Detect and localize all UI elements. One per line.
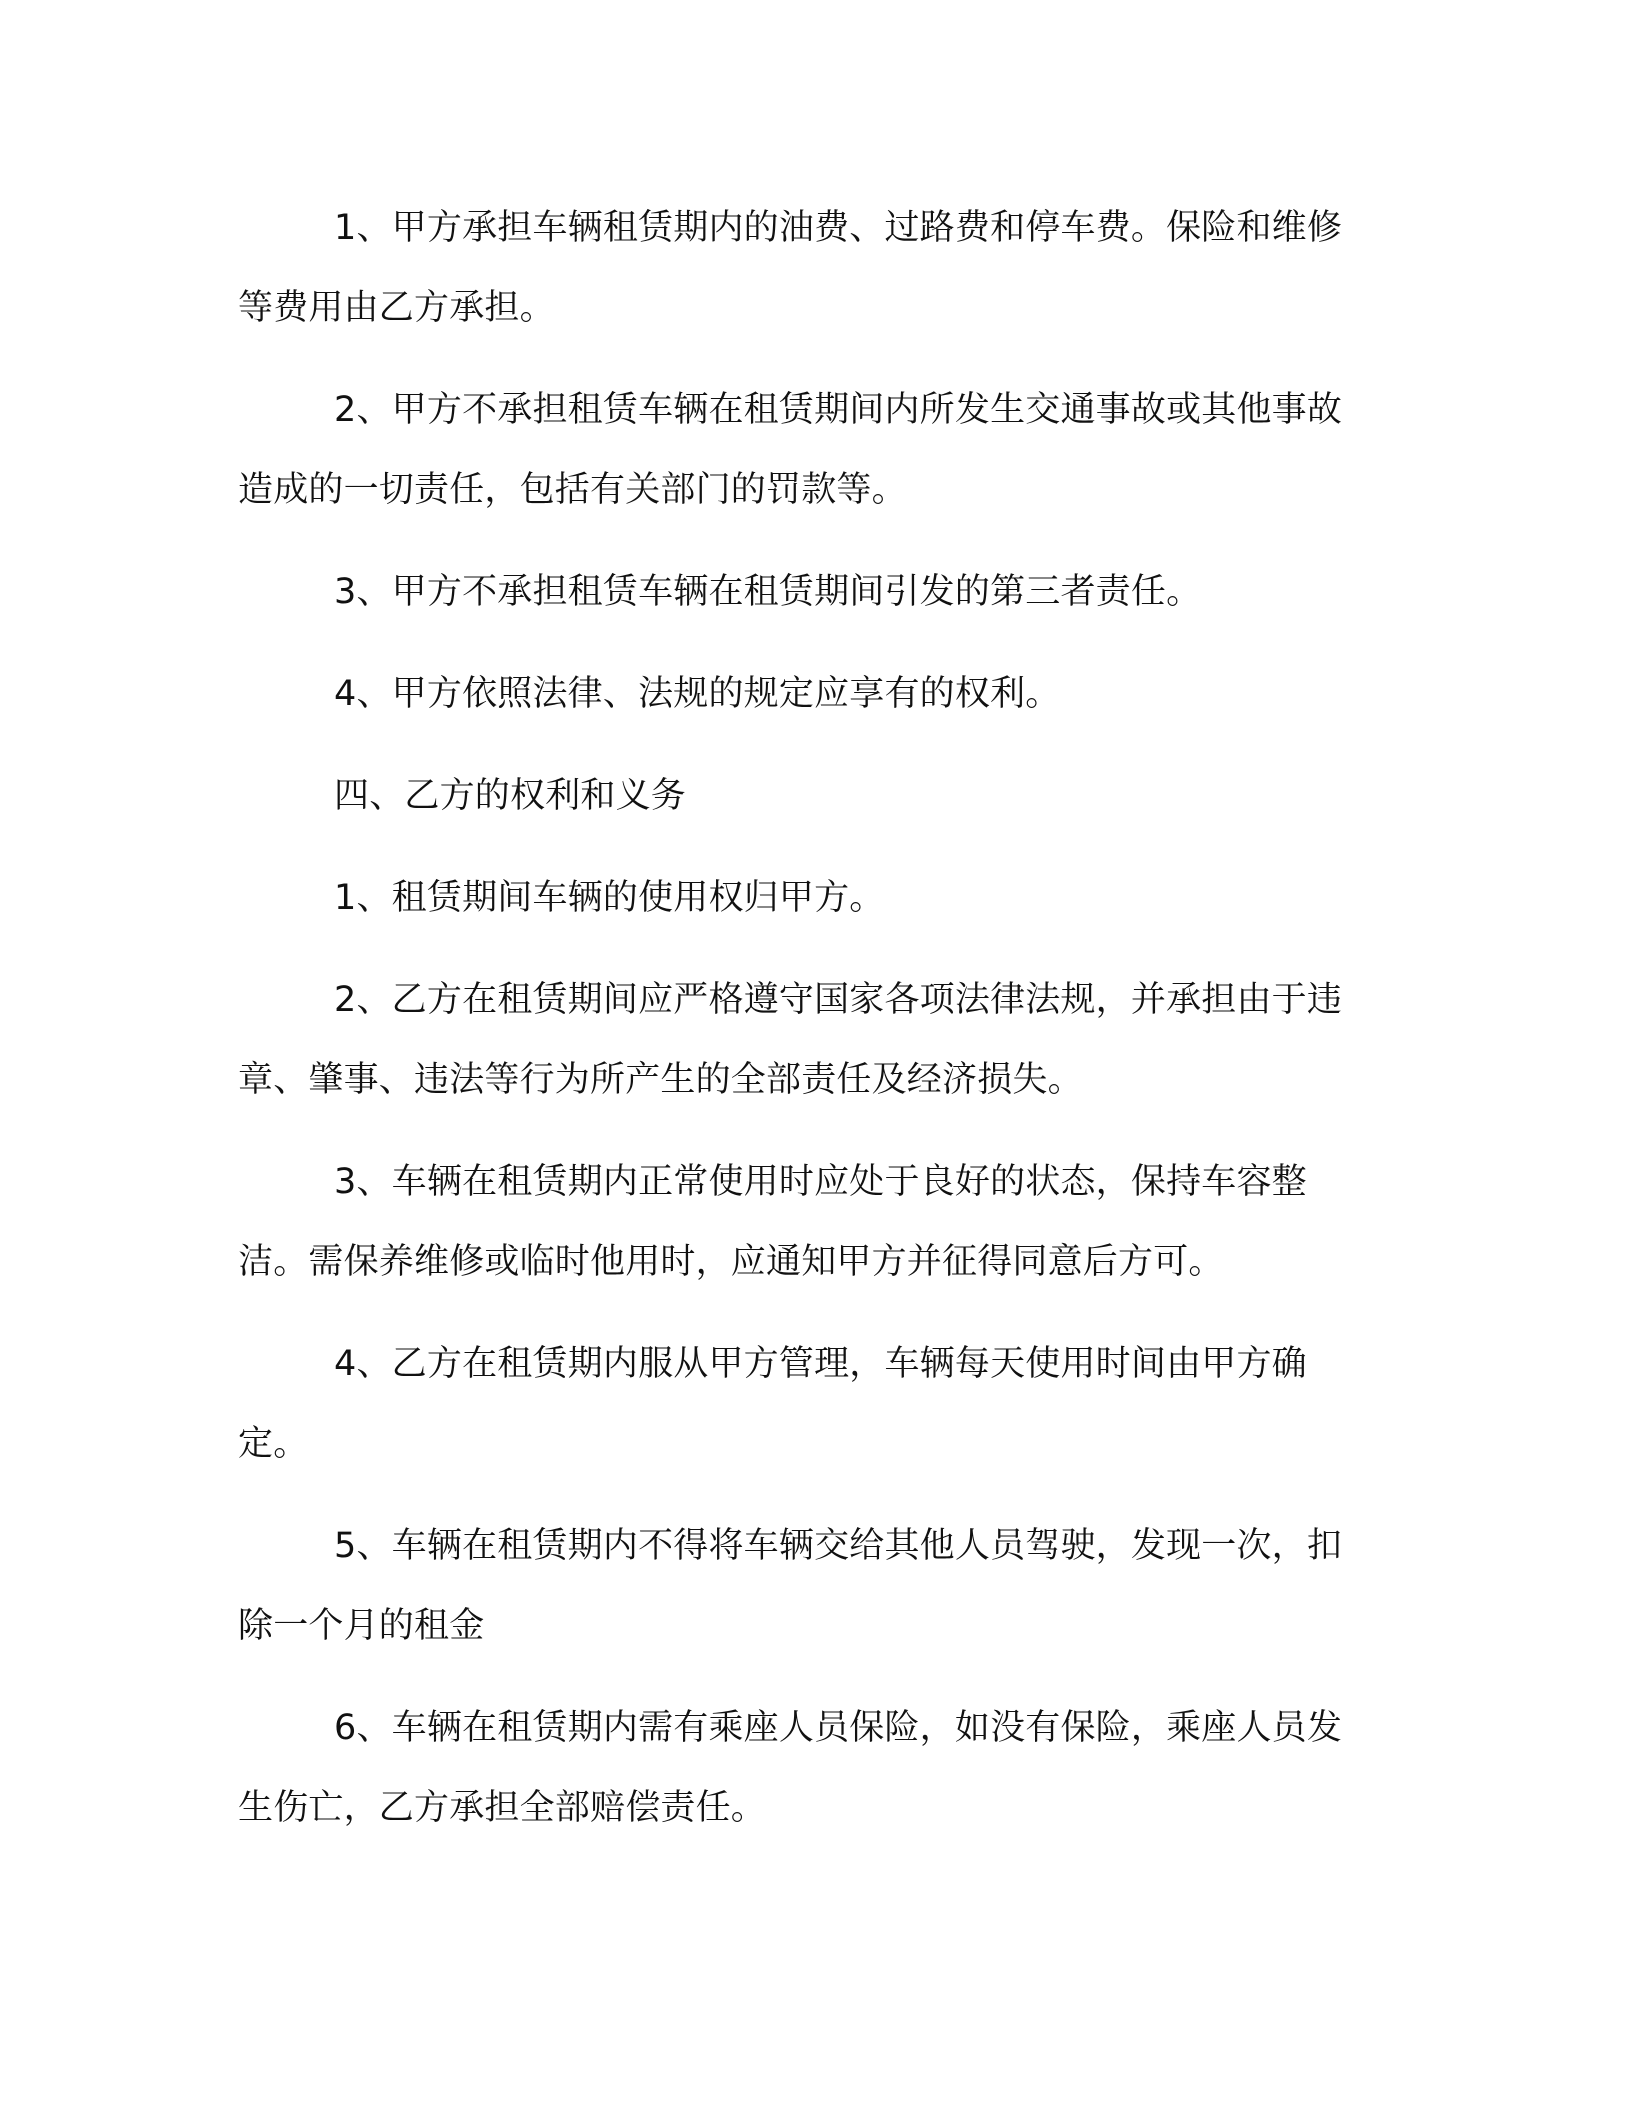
- clause-party-a-1: 1、甲方承担车辆租赁期内的油费、过路费和停车费。保险和维修等费用由乙方承担。: [238, 208, 1343, 328]
- clause-party-b-2: 2、乙方在租赁期间应严格遵守国家各项法律法规，并承担由于违章、肇事、违法等行为所产生的全部责任及经济损失。: [238, 980, 1343, 1100]
- clause-party-b-4: 4、乙方在租赁期内服从甲方管理，车辆每天使用时间由甲方确定。: [238, 1344, 1307, 1464]
- clause-party-a-4: 4、甲方依照法律、法规的规定应享有的权利。: [334, 674, 1061, 714]
- clause-party-a-2: 2、甲方不承担租赁车辆在租赁期间内所发生交通事故或其他事故造成的一切责任，包括有关部门的罚款等。: [238, 390, 1343, 510]
- clause-party-b-5: 5、车辆在租赁期内不得将车辆交给其他人员驾驶，发现一次，扣除一个月的租金: [238, 1526, 1343, 1646]
- clause-party-a-3: 3、甲方不承担租赁车辆在租赁期间引发的第三者责任。: [334, 572, 1202, 612]
- section-heading-party-b: 四、乙方的权利和义务: [334, 776, 687, 816]
- clause-party-b-1: 1、租赁期间车辆的使用权归甲方。: [334, 878, 885, 918]
- document-body: [238, 188, 1358, 1870]
- clause-party-b-6: 6、车辆在租赁期内需有乘座人员保险，如没有保险，乘座人员发生伤亡，乙方承担全部赔偿责任。: [238, 1708, 1343, 1828]
- clause-party-b-3: 3、车辆在租赁期内正常使用时应处于良好的状态，保持车容整洁。需保养维修或临时他用时，应通知甲方并征得同意后方可。: [238, 1162, 1307, 1282]
